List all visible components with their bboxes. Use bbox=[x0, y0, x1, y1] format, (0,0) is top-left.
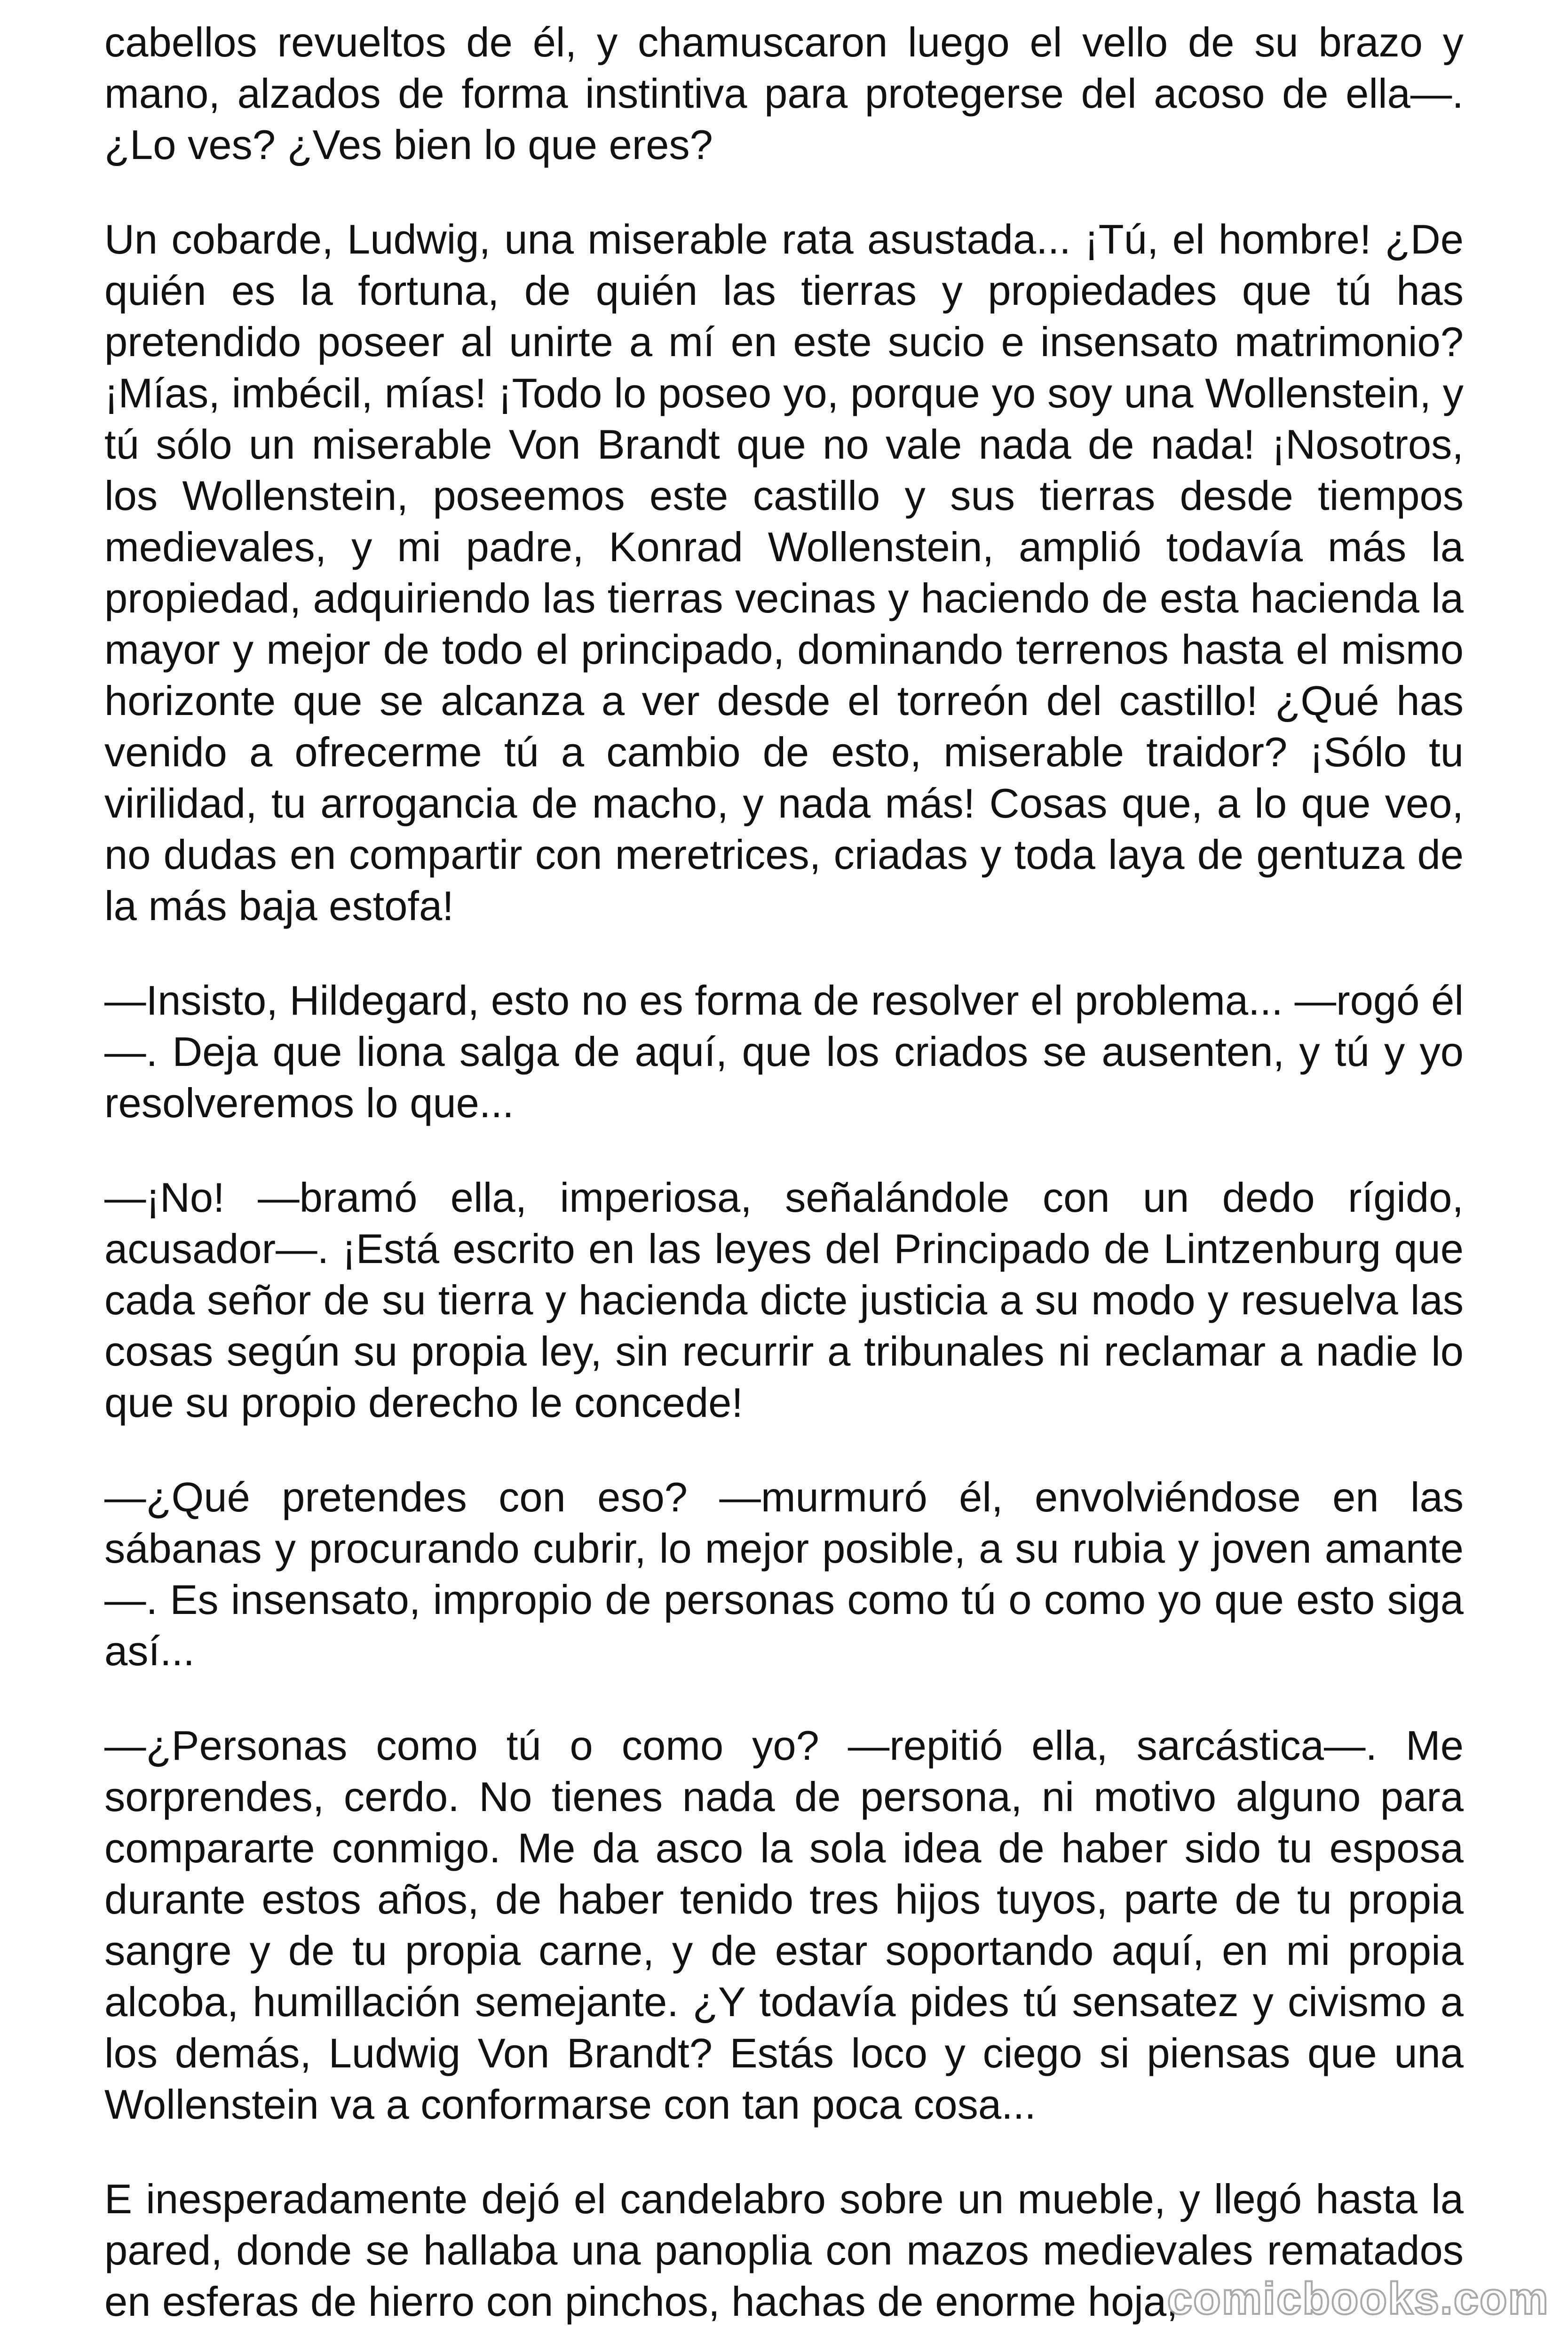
paragraph-1: cabellos revueltos de él, y chamuscaron luego el vello de su brazo y mano, alzados de forma instintiva para protegerse del acoso de ella—. ¿Lo ves? ¿Ves bien lo que eres? bbox=[104, 19, 1464, 168]
document-page bbox=[104, 16, 1464, 2340]
paragraph-6: —¿Personas como tú o como yo? —repitió ella, sarcástica—. Me sorprendes, cerdo. No tienes nada de persona, ni motivo alguno para compararte conmigo. Me da asco la sola idea de haber sido tu esposa durante estos años, de haber tenido tres hijos tuyos, parte de tu propia sangre y de tu propia carne, y de estar soportando aquí, en mi propia alcoba, humillación semejante. ¿Y todavía pides tú sensatez y civismo a los demás, Ludwig Von Brandt? Estás loco y ciego si piensas que una Wollenstein va a conformarse con tan poca cosa... bbox=[104, 1722, 1464, 2128]
paragraph-2: Un cobarde, Ludwig, una miserable rata asustada... ¡Tú, el hombre! ¿De quién es la fortuna, de quién las tierras y propiedades que tú has pretendido poseer al unirte a mí en este sucio e insensato matrimonio? ¡Mías, imbécil, mías! ¡Todo lo poseo yo, porque yo soy una Wollenstein, y tú sólo un miserable Von Brandt que no vale nada de nada! ¡Nosotros, los Wollenstein, poseemos este castillo y sus tierras desde tiempos medievales, y mi padre, Konrad Wollenstein, amplió todavía más la propiedad, adquiriendo las tierras vecinas y haciendo de esta hacienda la mayor y mejor de todo el principado, dominando terrenos hasta el mismo horizonte que se alcanza a ver desde el torreón del castillo! ¿Qué has venido a ofrecerme tú a cambio de esto, miserable traidor? ¡Sólo tu virilidad, tu arrogancia de macho, y nada más! Cosas que, a lo que veo, no dudas en compartir con meretrices, criadas y toda laya de gentuza de la más baja estofa! bbox=[104, 216, 1464, 929]
paragraph-7: E inesperadamente dejó el candelabro sobre un mueble, y llegó hasta la pared, donde se hallaba una panoplia con mazos medievales rematados en esferas de hierro con pinchos, hachas de enorme hoja, bbox=[104, 2176, 1464, 2325]
paragraph-5: —¿Qué pretendes con eso? —murmuró él, envolviéndose en las sábanas y procurando cubrir, lo mejor posible, a su rubia y joven amante—. Es insensato, impropio de personas como tú o como yo que esto siga así... bbox=[104, 1474, 1464, 1674]
paragraph-3: —Insisto, Hildegard, esto no es forma de resolver el problema... —rogó él—. Deja que liona salga de aquí, que los criados se ausenten, y tú y yo resolveremos lo que... bbox=[104, 977, 1464, 1126]
watermark: comicbooks.com bbox=[1167, 2273, 1549, 2324]
paragraph-4: —¡No! —bramó ella, imperiosa, señalándole con un dedo rígido, acusador—. ¡Está escrito en las leyes del Principado de Lintzenburg que cada señor de su tierra y hacienda dicte justicia a su modo y resuelva las cosas según su propia ley, sin recurrir a tribunales ni reclamar a nadie lo que su propio derecho le concede! bbox=[104, 1174, 1464, 1426]
